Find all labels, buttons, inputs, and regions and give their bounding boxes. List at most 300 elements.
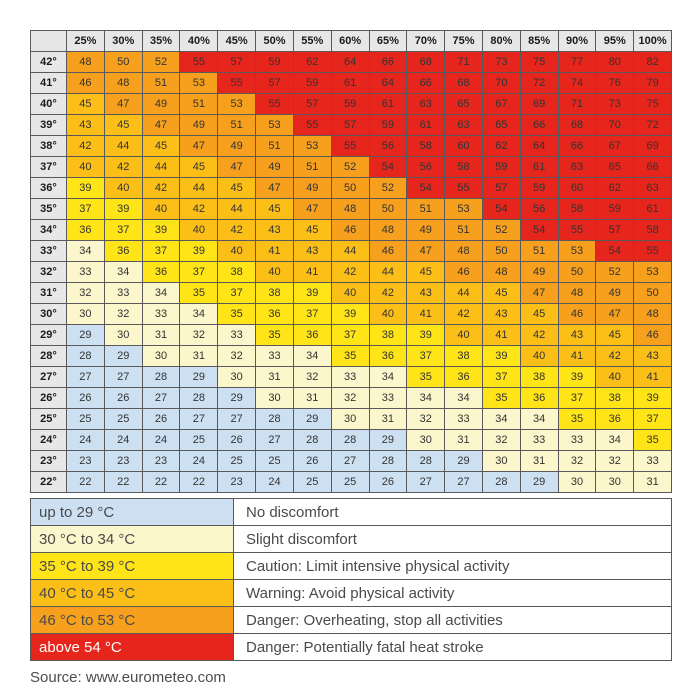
heatmap-cell: 53 (293, 136, 331, 157)
heatmap-cell: 55 (558, 220, 596, 241)
heatmap-cell: 39 (104, 199, 142, 220)
heatmap-cell: 27 (104, 367, 142, 388)
heatmap-cell: 30 (67, 304, 105, 325)
heatmap-cell: 23 (218, 472, 256, 493)
legend-range: 40 °C to 45 °C (31, 580, 234, 607)
heatmap-cell: 40 (104, 178, 142, 199)
heatmap-cell: 40 (142, 199, 180, 220)
heatmap-cell: 62 (293, 52, 331, 73)
heatmap-cell: 47 (104, 94, 142, 115)
heatmap-cell: 75 (520, 52, 558, 73)
heatmap-cell: 33 (218, 325, 256, 346)
heatmap-cell: 23 (142, 451, 180, 472)
heatmap-cell: 30 (482, 451, 520, 472)
heatmap-cell: 25 (67, 409, 105, 430)
heatmap-cell: 49 (180, 115, 218, 136)
heatmap-cell: 22 (142, 472, 180, 493)
heatmap-cell: 37 (558, 388, 596, 409)
heatmap-cell: 57 (256, 73, 294, 94)
heatmap-cell: 28 (180, 388, 218, 409)
heatmap-cell: 30 (256, 388, 294, 409)
heatmap-cell: 38 (369, 325, 407, 346)
heatmap-cell: 42 (67, 136, 105, 157)
heatmap-cell: 37 (218, 283, 256, 304)
heatmap-cell: 61 (369, 94, 407, 115)
legend-row (31, 580, 672, 607)
heatmap-cell: 68 (407, 52, 445, 73)
heatmap-cell: 48 (445, 241, 483, 262)
heatmap-cell: 59 (369, 115, 407, 136)
heatmap-cell: 49 (596, 283, 634, 304)
heatmap-cell: 40 (331, 283, 369, 304)
heatmap-cell: 29 (520, 472, 558, 493)
heatmap-cell: 32 (331, 388, 369, 409)
heatmap-cell: 48 (104, 73, 142, 94)
heatmap-cell: 36 (256, 304, 294, 325)
heatmap-cell: 47 (520, 283, 558, 304)
heatmap-cell: 63 (634, 178, 672, 199)
table-row (31, 52, 672, 73)
heatmap-cell: 45 (407, 262, 445, 283)
heatmap-cell: 39 (407, 325, 445, 346)
heatmap-cell: 59 (482, 157, 520, 178)
heatmap-cell: 37 (293, 304, 331, 325)
heatmap-cell: 51 (520, 241, 558, 262)
heatmap-cell: 45 (256, 199, 294, 220)
heatmap-cell: 25 (218, 451, 256, 472)
heatmap-cell: 45 (482, 283, 520, 304)
heatmap-cell: 37 (331, 325, 369, 346)
row-header: 25° (31, 409, 67, 430)
heatmap-cell: 46 (634, 325, 672, 346)
heatmap-cell: 29 (369, 430, 407, 451)
heatmap-cell: 30 (218, 367, 256, 388)
heatmap-cell: 69 (520, 94, 558, 115)
heatmap-cell: 36 (445, 367, 483, 388)
heatmap-cell: 66 (407, 73, 445, 94)
heatmap-cell: 28 (369, 451, 407, 472)
heatmap-cell: 61 (634, 199, 672, 220)
heatmap-cell: 22 (104, 472, 142, 493)
heatmap-cell: 31 (520, 451, 558, 472)
heatmap-cell: 70 (482, 73, 520, 94)
heatmap-cell: 35 (634, 430, 672, 451)
legend-description: Danger: Potentially fatal heat stroke (234, 634, 672, 661)
heatmap-cell: 39 (180, 241, 218, 262)
table-row (31, 73, 672, 94)
heatmap-cell: 45 (180, 157, 218, 178)
heatmap-cell: 41 (293, 262, 331, 283)
heatmap-cell: 48 (67, 52, 105, 73)
legend-description: Caution: Limit intensive physical activity (234, 553, 672, 580)
heatmap-cell: 45 (218, 178, 256, 199)
heatmap-cell: 44 (218, 199, 256, 220)
column-header: 100% (634, 31, 672, 52)
heatmap-cell: 50 (634, 283, 672, 304)
column-header: 60% (331, 31, 369, 52)
heatmap-cell: 35 (482, 388, 520, 409)
heatmap-cell: 32 (218, 346, 256, 367)
heatmap-cell: 31 (293, 388, 331, 409)
heatmap-cell: 42 (218, 220, 256, 241)
heatmap-cell: 51 (445, 220, 483, 241)
heatmap-cell: 51 (407, 199, 445, 220)
heatmap-cell: 29 (445, 451, 483, 472)
heatmap-cell: 45 (596, 325, 634, 346)
heatmap-cell: 50 (331, 178, 369, 199)
heatmap-cell: 36 (520, 388, 558, 409)
legend-row (31, 526, 672, 553)
heatmap-cell: 73 (482, 52, 520, 73)
heatmap-cell: 42 (445, 304, 483, 325)
column-header: 90% (558, 31, 596, 52)
heatmap-cell: 47 (142, 115, 180, 136)
heatmap-cell: 49 (142, 94, 180, 115)
heatmap-cell: 71 (445, 52, 483, 73)
heatmap-cell: 32 (482, 430, 520, 451)
heatmap-cell: 66 (558, 136, 596, 157)
heatmap-cell: 42 (596, 346, 634, 367)
heatmap-cell: 52 (482, 220, 520, 241)
table-row (31, 451, 672, 472)
heatmap-cell: 65 (482, 115, 520, 136)
heatmap-cell: 47 (293, 199, 331, 220)
heatmap-cell: 54 (407, 178, 445, 199)
column-header: 55% (293, 31, 331, 52)
heatmap-cell: 34 (596, 430, 634, 451)
heatmap-cell: 41 (634, 367, 672, 388)
column-header: 70% (407, 31, 445, 52)
heatmap-cell: 47 (407, 241, 445, 262)
heatmap-cell: 68 (445, 73, 483, 94)
heatmap-cell: 47 (180, 136, 218, 157)
row-header: 29° (31, 325, 67, 346)
heatmap-cell: 27 (256, 430, 294, 451)
heatmap-cell: 29 (218, 388, 256, 409)
heatmap-cell: 38 (218, 262, 256, 283)
heatmap-cell: 25 (104, 409, 142, 430)
heatmap-cell: 43 (482, 304, 520, 325)
row-header: 34° (31, 220, 67, 241)
table-row (31, 430, 672, 451)
heatmap-cell: 42 (142, 178, 180, 199)
heatmap-cell: 34 (520, 409, 558, 430)
heatmap-cell: 26 (67, 388, 105, 409)
heatmap-cell: 44 (142, 157, 180, 178)
heatmap-cell: 29 (104, 346, 142, 367)
heatmap-cell: 33 (104, 283, 142, 304)
legend-description: No discomfort (234, 499, 672, 526)
row-header: 32° (31, 262, 67, 283)
heatmap-cell: 28 (407, 451, 445, 472)
heatmap-cell: 55 (256, 94, 294, 115)
heatmap-cell: 48 (482, 262, 520, 283)
heatmap-cell: 30 (104, 325, 142, 346)
legend-range: 30 °C to 34 °C (31, 526, 234, 553)
heatmap-cell: 49 (407, 220, 445, 241)
heatmap-cell: 52 (142, 52, 180, 73)
heatmap-cell: 44 (180, 178, 218, 199)
heatmap-cell: 26 (142, 409, 180, 430)
heatmap-cell: 59 (331, 94, 369, 115)
column-header: 80% (482, 31, 520, 52)
heatmap-cell: 41 (256, 241, 294, 262)
heatmap-cell: 55 (293, 115, 331, 136)
heatmap-cell: 38 (445, 346, 483, 367)
heatmap-cell: 64 (331, 52, 369, 73)
heatmap-cell: 33 (369, 388, 407, 409)
heatmap-cell: 36 (293, 325, 331, 346)
heatmap-cell: 40 (369, 304, 407, 325)
table-row (31, 220, 672, 241)
heatmap-cell: 49 (293, 178, 331, 199)
heatmap-cell: 55 (331, 136, 369, 157)
heat-table-body (31, 52, 672, 493)
heatmap-cell: 43 (407, 283, 445, 304)
heatmap-cell: 40 (218, 241, 256, 262)
heatmap-cell: 60 (445, 136, 483, 157)
table-row (31, 199, 672, 220)
heatmap-cell: 49 (218, 136, 256, 157)
heatmap-cell: 42 (369, 283, 407, 304)
legend-description: Slight discomfort (234, 526, 672, 553)
heatmap-cell: 23 (104, 451, 142, 472)
source-text: Source: www.eurometeo.com (30, 669, 226, 686)
heatmap-cell: 40 (520, 346, 558, 367)
heatmap-cell: 24 (256, 472, 294, 493)
heatmap-cell: 49 (520, 262, 558, 283)
heatmap-cell: 60 (558, 178, 596, 199)
heatmap-cell: 65 (596, 157, 634, 178)
heatmap-cell: 51 (218, 115, 256, 136)
heatmap-cell: 55 (218, 73, 256, 94)
heatmap-cell: 36 (67, 220, 105, 241)
heatmap-cell: 45 (104, 115, 142, 136)
heatmap-cell: 35 (218, 304, 256, 325)
heat-table-header (31, 31, 672, 52)
heatmap-cell: 37 (482, 367, 520, 388)
column-header: 35% (142, 31, 180, 52)
table-row (31, 325, 672, 346)
row-header: 28° (31, 346, 67, 367)
row-header: 38° (31, 136, 67, 157)
heatmap-cell: 38 (256, 283, 294, 304)
heatmap-cell: 39 (558, 367, 596, 388)
heatmap-cell: 51 (256, 136, 294, 157)
legend-row (31, 634, 672, 661)
column-header: 25% (67, 31, 105, 52)
heatmap-cell: 43 (558, 325, 596, 346)
heatmap-cell: 61 (331, 73, 369, 94)
heatmap-cell: 33 (256, 346, 294, 367)
heatmap-cell: 56 (520, 199, 558, 220)
heatmap-cell: 74 (558, 73, 596, 94)
heatmap-cell: 28 (67, 346, 105, 367)
heatmap-cell: 73 (596, 94, 634, 115)
legend-range: above 54 °C (31, 634, 234, 661)
column-header: 85% (520, 31, 558, 52)
heatmap-cell: 27 (407, 472, 445, 493)
heatmap-cell: 53 (445, 199, 483, 220)
legend-range: 35 °C to 39 °C (31, 553, 234, 580)
heatmap-cell: 53 (634, 262, 672, 283)
heatmap-cell: 57 (218, 52, 256, 73)
heatmap-cell: 56 (407, 157, 445, 178)
heatmap-cell: 26 (218, 430, 256, 451)
heatmap-cell: 39 (331, 304, 369, 325)
heatmap-cell: 31 (256, 367, 294, 388)
heatmap-cell: 35 (558, 409, 596, 430)
heatmap-cell: 53 (218, 94, 256, 115)
heatmap-cell: 59 (520, 178, 558, 199)
column-header: 50% (256, 31, 294, 52)
heatmap-cell: 32 (596, 451, 634, 472)
heatmap-cell: 24 (104, 430, 142, 451)
heatmap-cell: 36 (369, 346, 407, 367)
table-row (31, 115, 672, 136)
heatmap-cell: 57 (482, 178, 520, 199)
heatmap-cell: 32 (104, 304, 142, 325)
heatmap-cell: 26 (293, 451, 331, 472)
heatmap-cell: 75 (634, 94, 672, 115)
row-header: 42° (31, 52, 67, 73)
heatmap-cell: 48 (558, 283, 596, 304)
heatmap-cell: 43 (293, 241, 331, 262)
heatmap-cell: 22 (180, 472, 218, 493)
heatmap-cell: 52 (369, 178, 407, 199)
heatmap-cell: 36 (142, 262, 180, 283)
heatmap-cell: 42 (520, 325, 558, 346)
heatmap-cell: 54 (520, 220, 558, 241)
table-row (31, 241, 672, 262)
heatmap-cell: 26 (104, 388, 142, 409)
heatmap-cell: 28 (142, 367, 180, 388)
heatmap-cell: 28 (482, 472, 520, 493)
heatmap-cell: 58 (634, 220, 672, 241)
heatmap-cell: 48 (369, 220, 407, 241)
heatmap-cell: 52 (596, 262, 634, 283)
heatmap-cell: 25 (180, 430, 218, 451)
column-header: 75% (445, 31, 483, 52)
heatmap-cell: 53 (558, 241, 596, 262)
heatmap-cell: 25 (331, 472, 369, 493)
heatmap-cell: 26 (369, 472, 407, 493)
heatmap-cell: 51 (180, 94, 218, 115)
heatmap-cell: 35 (180, 283, 218, 304)
heatmap-cell: 37 (142, 241, 180, 262)
heatmap-cell: 44 (369, 262, 407, 283)
heatmap-cell: 44 (104, 136, 142, 157)
column-header: 65% (369, 31, 407, 52)
heatmap-cell: 66 (520, 115, 558, 136)
heatmap-cell: 33 (634, 451, 672, 472)
heatmap-cell: 54 (369, 157, 407, 178)
heatmap-cell: 40 (180, 220, 218, 241)
heatmap-cell: 61 (407, 115, 445, 136)
legend-description: Warning: Avoid physical activity (234, 580, 672, 607)
heatmap-cell: 33 (142, 304, 180, 325)
heatmap-cell: 37 (407, 346, 445, 367)
heatmap-cell: 59 (256, 52, 294, 73)
heatmap-cell: 45 (67, 94, 105, 115)
heatmap-cell: 72 (520, 73, 558, 94)
heatmap-cell: 36 (104, 241, 142, 262)
heatmap-cell: 27 (67, 367, 105, 388)
row-header: 31° (31, 283, 67, 304)
heatmap-cell: 51 (293, 157, 331, 178)
heatmap-cell: 43 (634, 346, 672, 367)
heatmap-cell: 63 (558, 157, 596, 178)
heatmap-cell: 44 (445, 283, 483, 304)
heatmap-cell: 55 (180, 52, 218, 73)
heatmap-cell: 32 (180, 325, 218, 346)
heatmap-cell: 64 (369, 73, 407, 94)
heatmap-cell: 34 (293, 346, 331, 367)
column-header: 45% (218, 31, 256, 52)
heatmap-cell: 57 (596, 220, 634, 241)
heatmap-cell: 77 (558, 52, 596, 73)
heatmap-cell: 31 (369, 409, 407, 430)
heatmap-cell: 34 (67, 241, 105, 262)
heatmap-cell: 48 (634, 304, 672, 325)
heatmap-cell: 68 (558, 115, 596, 136)
heatmap-cell: 33 (331, 367, 369, 388)
heatmap-cell: 40 (256, 262, 294, 283)
row-header: 36° (31, 178, 67, 199)
table-row (31, 346, 672, 367)
legend-range: 46 °C to 53 °C (31, 607, 234, 634)
heatmap-cell: 51 (142, 73, 180, 94)
heatmap-cell: 50 (369, 199, 407, 220)
heatmap-cell: 33 (445, 409, 483, 430)
heatmap-cell: 34 (369, 367, 407, 388)
header-row (31, 31, 672, 52)
heatmap-cell: 24 (67, 430, 105, 451)
heatmap-cell: 32 (407, 409, 445, 430)
heatmap-cell: 27 (180, 409, 218, 430)
heatmap-cell: 37 (634, 409, 672, 430)
heatmap-cell: 59 (596, 199, 634, 220)
heatmap-cell: 33 (67, 262, 105, 283)
heatmap-cell: 39 (482, 346, 520, 367)
column-header: 30% (104, 31, 142, 52)
heatmap-cell: 30 (407, 430, 445, 451)
heatmap-cell: 52 (331, 157, 369, 178)
table-row (31, 157, 672, 178)
row-header: 22° (31, 472, 67, 493)
heatmap-cell: 39 (634, 388, 672, 409)
heatmap-cell: 42 (104, 157, 142, 178)
row-header: 41° (31, 73, 67, 94)
heatmap-cell: 50 (482, 241, 520, 262)
table-row (31, 304, 672, 325)
heatmap-cell: 43 (256, 220, 294, 241)
heatmap-cell: 34 (180, 304, 218, 325)
heatmap-cell: 42 (180, 199, 218, 220)
heatmap-cell: 53 (180, 73, 218, 94)
heatmap-cell: 43 (67, 115, 105, 136)
heatmap-cell: 54 (482, 199, 520, 220)
table-row (31, 262, 672, 283)
heatmap-cell: 39 (67, 178, 105, 199)
heatmap-cell: 36 (596, 409, 634, 430)
heatmap-cell: 47 (218, 157, 256, 178)
heatmap-cell: 66 (634, 157, 672, 178)
heatmap-cell: 71 (558, 94, 596, 115)
heatmap-cell: 40 (596, 367, 634, 388)
heatmap-cell: 22 (67, 472, 105, 493)
heatmap-cell: 79 (634, 73, 672, 94)
